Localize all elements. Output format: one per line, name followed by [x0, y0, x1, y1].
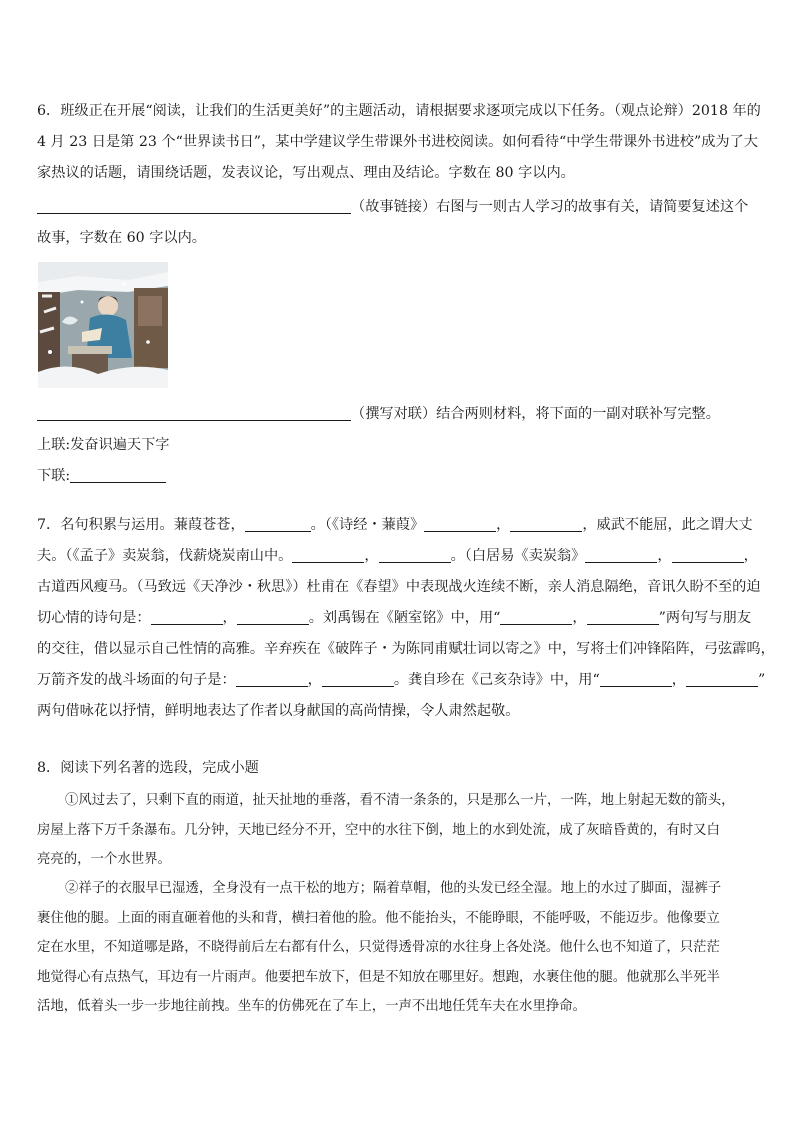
blank[interactable]	[151, 606, 223, 625]
blank[interactable]	[686, 668, 758, 687]
blank[interactable]	[292, 544, 364, 563]
q7-line-7: 两句借咏花以抒情，鲜明地表达了作者以身献国的高尚情操，令人肃然起敬。	[37, 703, 520, 719]
blank[interactable]	[600, 668, 672, 687]
story-prompt: （故事链接）右图与一则古人学习的故事有关，请简要复述这个	[351, 199, 749, 215]
passage-1-line: ①风过去了，只剩下直的雨道，扯天扯地的垂落，看不清一条条的，只是那么一片，一阵，地上射起无数的箭头，	[65, 793, 735, 808]
couplet-prompt: （撰写对联）结合两则材料，将下面的一副对联补写完整。	[351, 406, 720, 422]
q7-line-1: 7．名句积累与运用。蒹葭苍苍， 。（《诗经・蒹葭》 ， ，威武不能屈，此之谓大丈	[37, 510, 759, 541]
q7-line-3: 古道西风瘦马。（马致远《天净沙・秋思》）杜甫在《春望》中表现战火连续不断，亲人消息隔绝，音讯久盼不至的迫	[37, 579, 761, 595]
story-answer-blank[interactable]	[37, 195, 351, 214]
blank[interactable]	[379, 544, 451, 563]
blank[interactable]	[245, 513, 311, 532]
blank[interactable]	[672, 544, 744, 563]
illustration-graphic	[38, 262, 168, 388]
blank[interactable]	[237, 606, 309, 625]
passage-1-line: 房屋上落下万千条瀑布。几分钟，天地已经分不开，空中的水往下倒，地上的水到处流，成了灰暗昏黄的，有时又白	[37, 822, 720, 838]
blank[interactable]	[510, 513, 582, 532]
q7-line-6: 万箭齐发的战斗场面的句子是： ， 。龚自珍在《己亥杂诗》中，用“ ， ”	[37, 665, 759, 696]
blank[interactable]	[585, 544, 657, 563]
lower-couplet-label: 下联:	[37, 468, 71, 484]
blank[interactable]	[236, 668, 308, 687]
passage-1	[37, 786, 759, 875]
q7-line-5: 的交往，借以显示自己性情的高雅。辛弃疾在《破阵子・为陈同甫赋壮词以寄之》中，写将士们冲锋陷阵，弓弦霹呜，	[37, 641, 775, 657]
question-6	[37, 96, 759, 189]
passage-2	[37, 874, 759, 1022]
q6-line-2: 4 月 23 日是第 23 个“世界读书日”，某中学建议学生带课外书进校阅读。如何看待“中学生带课外书进校”成为了大	[37, 134, 758, 150]
q6-line-3: 家热议的话题，请围绕话题，发表议论，写出观点、理由及结论。字数在 80 字以内。	[37, 165, 575, 181]
blank[interactable]	[322, 668, 394, 687]
blank[interactable]	[424, 513, 496, 532]
story-prompt-cont: 故事，字数在 60 字以内。	[37, 230, 206, 246]
question-8	[37, 753, 759, 784]
passage-2-line: 活地，低着头一步一步地往前拽。坐车的仿佛死在了车上，一声不出地任凭车夫在水里挣命。	[37, 999, 587, 1014]
story-link-task	[37, 192, 759, 254]
passage-1-line: 亮亮的，一个水世界。	[37, 852, 171, 867]
blank[interactable]	[587, 606, 659, 625]
passage-2-line: 裹住他的腿。上面的雨直砸着他的头和背，横扫着他的脸。他不能抬头，不能睁眼，不能呼吸，不能迈步。他像要立	[37, 910, 720, 926]
question-7	[37, 510, 775, 727]
passage-2-line: 地觉得心有点热气，耳边有一片雨声。他要把车放下，但是不知放在哪里好。想跑，水裹住他的腿。他就那么半死半	[37, 969, 720, 985]
snow-reading-illustration	[38, 262, 168, 388]
couplet-answer-blank[interactable]	[37, 402, 351, 421]
passage-2-line: 定在水里，不知道哪是路，不晓得前后左右都有什么，只觉得透骨凉的水往身上各处浇。他什么也不知道了，只茫茫	[37, 940, 720, 955]
blank[interactable]	[500, 606, 572, 625]
upper-couplet: 上联:发奋识遍天下字	[37, 437, 170, 453]
lower-couplet-blank[interactable]	[70, 464, 166, 483]
q7-line-4: 切心情的诗句是： ， 。刘禹锡在《陋室铭》中，用“ ， ”两句写与朋友	[37, 603, 759, 634]
q6-line-1: 6．班级正在开展“阅读，让我们的生活更美好”的主题活动，请根据要求逐项完成以下任务。（观点论辩）2018 年的	[37, 103, 761, 119]
couplet-task	[37, 399, 759, 492]
q8-title: 8．阅读下列名著的选段，完成小题	[37, 760, 259, 776]
q7-line-2: 夫。（《孟子》卖炭翁，伐薪烧炭南山中。 ， 。（白居易《卖炭翁》 ， ，	[37, 541, 759, 572]
passage-2-line: ②祥子的衣服早已湿透，全身没有一点干松的地方；隔着草帽，他的头发已经全湿。地上的水过了脚面，湿裤子	[65, 881, 722, 896]
